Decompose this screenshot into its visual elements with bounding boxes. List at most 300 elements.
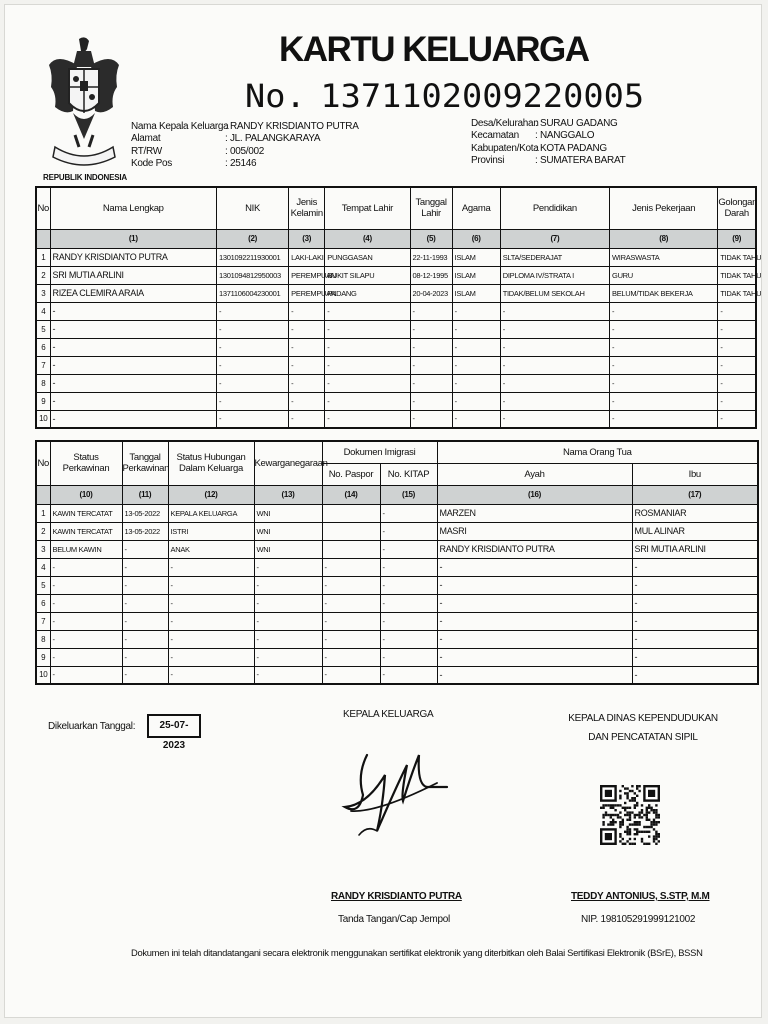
column-number-cell: (1) (50, 229, 216, 248)
row-number-cell: 9 (36, 392, 50, 410)
table-cell: - (50, 410, 216, 428)
table-row (36, 284, 756, 302)
table-cell: - (289, 410, 325, 428)
col-tanggal-perkawinan (122, 441, 168, 485)
row-number-cell: 2 (36, 266, 50, 284)
table-cell: - (325, 338, 410, 356)
table-cell: - (718, 410, 756, 428)
col-nik: NIK (216, 187, 288, 229)
table-cell: - (122, 630, 168, 648)
number-label: No. (245, 77, 306, 115)
table-cell: MUL ALINAR (632, 522, 758, 540)
number-value: 1371102009220005 (320, 77, 645, 115)
table-cell: KAWIN TERCATAT (50, 522, 122, 540)
table-cell: - (122, 558, 168, 576)
info-value: : SURAU GADANG (535, 118, 618, 129)
header-line: Perkawinan (62, 463, 110, 475)
table-cell: - (718, 320, 756, 338)
info-row (471, 143, 625, 155)
table-cell: - (216, 410, 288, 428)
table-row (36, 666, 758, 684)
table-cell: TIDAK/BELUM SEKOLAH (500, 284, 609, 302)
table-cell: - (380, 594, 437, 612)
info-key: RT/RW (131, 145, 162, 157)
column-number-cell: (17) (632, 485, 758, 504)
col-dokumen-imigrasi: Dokumen Imigrasi (322, 441, 437, 463)
table-cell: - (289, 338, 325, 356)
table-cell: - (718, 392, 756, 410)
document-title: KARTU KELUARGA (279, 30, 589, 69)
table-row (36, 248, 756, 266)
table-cell: - (50, 648, 122, 666)
table-cell: - (410, 374, 452, 392)
info-row (131, 158, 359, 170)
table-cell: - (437, 576, 632, 594)
row-number-cell: 5 (36, 576, 50, 594)
table-cell: RANDY KRISDIANTO PUTRA (50, 248, 216, 266)
column-number-cell: (3) (289, 229, 325, 248)
official-heading (555, 709, 731, 747)
table-cell: - (322, 576, 380, 594)
table-cell: - (325, 410, 410, 428)
table-row (36, 540, 758, 558)
table-cell: BELUM/TIDAK BEKERJA (610, 284, 718, 302)
document-number (245, 77, 644, 115)
issued-label: Dikeluarkan Tanggal: (48, 721, 136, 732)
column-number-cell: (9) (718, 229, 756, 248)
table-row (36, 594, 758, 612)
table-cell: - (437, 648, 632, 666)
table-cell: - (632, 630, 758, 648)
table-cell: - (410, 320, 452, 338)
table-cell: - (122, 540, 168, 558)
table-row (36, 558, 758, 576)
table-cell: - (325, 320, 410, 338)
table-cell: RIZEA CLEMIRA ARAIA (50, 284, 216, 302)
column-number-cell: (16) (437, 485, 632, 504)
row-number-cell: 8 (36, 374, 50, 392)
table-cell: - (325, 302, 410, 320)
row-number-cell: 1 (36, 504, 50, 522)
official-nip: NIP. 198105291999121002 (581, 914, 696, 925)
row-number-cell: 3 (36, 540, 50, 558)
header-line: Tanggal (415, 197, 447, 209)
info-key: Kabupaten/Kota (471, 142, 539, 154)
table-cell: - (410, 302, 452, 320)
column-number-cell: (7) (500, 229, 609, 248)
table-cell: - (50, 374, 216, 392)
table-cell: - (168, 612, 254, 630)
row-number-cell: 10 (36, 410, 50, 428)
table-cell: ISLAM (452, 248, 500, 266)
table-cell: ISLAM (452, 266, 500, 284)
head-of-family-name: RANDY KRISDIANTO PUTRA (331, 891, 462, 902)
table-cell: - (610, 320, 718, 338)
table-cell: ISLAM (452, 284, 500, 302)
table-cell: - (216, 302, 288, 320)
col-golongan-darah (718, 187, 756, 229)
qr-code-icon (600, 759, 660, 871)
column-number-cell (36, 229, 50, 248)
table-cell: 08-12-1995 (410, 266, 452, 284)
row-number-cell: 2 (36, 522, 50, 540)
column-number-cell: (13) (254, 485, 322, 504)
col-pendidikan: Pendidikan (500, 187, 609, 229)
table-cell: - (380, 558, 437, 576)
table-cell: - (322, 648, 380, 666)
col-nama: Nama Lengkap (50, 187, 216, 229)
table-cell: - (500, 356, 609, 374)
official-name: TEDDY ANTONIUS, S.STP, M.M (571, 891, 710, 902)
table-cell: - (437, 612, 632, 630)
table-cell: - (380, 630, 437, 648)
table-cell: RANDY KRISDIANTO PUTRA (437, 540, 632, 558)
table-cell: - (632, 612, 758, 630)
table-cell: ANAK (168, 540, 254, 558)
header-line: Perkawinan (122, 463, 170, 475)
table-row (36, 392, 756, 410)
table-cell: - (437, 558, 632, 576)
table-cell: - (325, 374, 410, 392)
table-cell: - (289, 302, 325, 320)
row-number-cell: 8 (36, 630, 50, 648)
col-kewarganegaraan: Kewarganegaraan (254, 441, 322, 485)
table-cell: - (122, 576, 168, 594)
table-cell: - (50, 576, 122, 594)
status-table (35, 440, 759, 685)
table-cell: - (322, 558, 380, 576)
table-cell: MASRI (437, 522, 632, 540)
table-cell: - (410, 410, 452, 428)
table-cell: PEREMPUAN (289, 284, 325, 302)
table-cell: - (216, 320, 288, 338)
col-tempat-lahir: Tempat Lahir (325, 187, 410, 229)
info-row (131, 133, 359, 145)
table-cell: 13-05-2022 (122, 522, 168, 540)
table-cell: - (168, 558, 254, 576)
col-pekerjaan: Jenis Pekerjaan (610, 187, 718, 229)
column-number-cell: (2) (216, 229, 288, 248)
table-cell: PEREMPUAN (289, 266, 325, 284)
row-number-cell: 9 (36, 648, 50, 666)
table-cell: - (500, 338, 609, 356)
family-card-sheet (4, 4, 762, 1018)
official-heading-line: KEPALA DINAS KEPENDUDUKAN (568, 713, 718, 724)
info-value: : KOTA PADANG (535, 142, 607, 154)
table-cell: - (50, 612, 122, 630)
table-cell: TIDAK TAHU (718, 248, 756, 266)
table-cell: - (380, 522, 437, 540)
table-row (36, 302, 756, 320)
info-value: : 005/002 (225, 145, 265, 157)
table-row (36, 356, 756, 374)
table-cell: - (632, 576, 758, 594)
table-cell: - (122, 594, 168, 612)
table-cell: - (452, 338, 500, 356)
header-line: Tanggal (129, 452, 161, 464)
column-number-cell: (10) (50, 485, 122, 504)
table-cell (322, 522, 380, 540)
row-number-cell: 6 (36, 594, 50, 612)
column-number-row (36, 485, 758, 504)
col-no: No (36, 441, 50, 485)
col-tanggal-lahir (410, 187, 452, 229)
table-cell: - (289, 320, 325, 338)
row-number-cell: 6 (36, 338, 50, 356)
table-cell: - (50, 338, 216, 356)
table-cell: - (452, 374, 500, 392)
info-value: : SUMATERA BARAT (535, 155, 626, 167)
row-number-cell: 10 (36, 666, 50, 684)
info-key: Kode Pos (131, 158, 172, 170)
info-value: : 25146 (225, 158, 257, 170)
column-number-cell: (14) (322, 485, 380, 504)
info-row (131, 146, 359, 158)
table-cell: MARZEN (437, 504, 632, 522)
members-table (35, 186, 762, 429)
table-cell: - (122, 666, 168, 684)
table-cell: - (500, 302, 609, 320)
table-cell: - (168, 648, 254, 666)
info-value: : NANGGALO (535, 130, 595, 142)
table-cell: - (380, 504, 437, 522)
column-number-cell: (12) (168, 485, 254, 504)
table-cell: - (216, 374, 288, 392)
table-cell: - (632, 558, 758, 576)
table-cell: KEPALA KELUARGA (168, 504, 254, 522)
table-cell: - (50, 558, 122, 576)
table-cell: KAWIN TERCATAT (50, 504, 122, 522)
table-cell: BUKIT SILAPU (325, 266, 410, 284)
row-number-cell: 4 (36, 558, 50, 576)
table-cell: - (216, 356, 288, 374)
table-cell: - (410, 338, 452, 356)
info-row (471, 155, 625, 167)
table-cell: - (437, 594, 632, 612)
table-cell: - (50, 392, 216, 410)
col-status-hubungan (168, 441, 254, 485)
table-cell: GURU (610, 266, 718, 284)
row-number-cell: 4 (36, 302, 50, 320)
col-no-kitap: No. KITAP (380, 463, 437, 485)
table-row (36, 338, 756, 356)
info-row (131, 121, 359, 133)
table-cell: - (610, 392, 718, 410)
table-cell: - (216, 392, 288, 410)
info-key: Nama Kepala Keluarga (131, 121, 229, 132)
official-heading-line: DAN PENCATATAN SIPIL (588, 732, 698, 743)
info-key: Desa/Kelurahan (471, 118, 539, 129)
row-number-cell: 5 (36, 320, 50, 338)
table-cell: - (122, 612, 168, 630)
table-cell: - (50, 594, 122, 612)
info-key: Provinsi (471, 155, 505, 167)
table-cell: - (452, 410, 500, 428)
table-cell: - (500, 410, 609, 428)
row-number-cell: 7 (36, 612, 50, 630)
garuda-emblem-icon (43, 35, 125, 185)
table-cell: - (610, 302, 718, 320)
table-cell: - (322, 666, 380, 684)
table-cell: - (289, 374, 325, 392)
table-cell: - (718, 356, 756, 374)
household-info-left (131, 121, 359, 171)
table-cell: 20-04-2023 (410, 284, 452, 302)
table-cell: - (289, 356, 325, 374)
table-cell: - (254, 648, 322, 666)
table-cell: PADANG (325, 284, 410, 302)
table-cell: SRI MUTIA ARLINI (632, 540, 758, 558)
country-label: REPUBLIK INDONESIA (43, 173, 127, 182)
table-cell: 1301092211930001 (216, 248, 288, 266)
table-cell: - (50, 666, 122, 684)
table-cell: - (437, 666, 632, 684)
table-cell: - (168, 594, 254, 612)
table-row (36, 504, 758, 522)
signature-icon (337, 735, 457, 855)
row-number-cell: 1 (36, 248, 50, 266)
info-key: Alamat (131, 133, 161, 145)
table-cell: ROSMANIAR (632, 504, 758, 522)
table-cell: - (168, 576, 254, 594)
info-value: : JL. PALANGKARAYA (225, 133, 321, 145)
table-cell: LAKI-LAKI (289, 248, 325, 266)
table-cell: - (122, 648, 168, 666)
table-cell: - (168, 630, 254, 648)
table-cell: - (610, 374, 718, 392)
table-cell: - (437, 630, 632, 648)
table-cell: - (452, 392, 500, 410)
row-number-cell: 7 (36, 356, 50, 374)
table-cell: - (322, 612, 380, 630)
table-cell: - (410, 356, 452, 374)
column-number-cell: (11) (122, 485, 168, 504)
table-cell: DIPLOMA IV/STRATA I (500, 266, 609, 284)
table-row (36, 612, 758, 630)
table-cell: - (718, 302, 756, 320)
info-value: : RANDY KRISDIANTO PUTRA (225, 121, 359, 132)
table-row (36, 648, 758, 666)
table-cell: PUNGGASAN (325, 248, 410, 266)
col-nama-orang-tua: Nama Orang Tua (437, 441, 758, 463)
table-cell (322, 504, 380, 522)
info-row (471, 130, 625, 142)
table-cell: - (380, 666, 437, 684)
table-cell: - (325, 392, 410, 410)
table-row (36, 320, 756, 338)
table-cell: - (216, 338, 288, 356)
info-key: Kecamatan (471, 130, 519, 142)
table-cell: WIRASWASTA (610, 248, 718, 266)
table-row (36, 410, 756, 428)
table-cell: - (632, 648, 758, 666)
table-cell: TIDAK TAHU (718, 266, 756, 284)
table-row (36, 630, 758, 648)
table-cell: - (289, 392, 325, 410)
col-ayah: Ayah (437, 463, 632, 485)
table-cell: ISTRI (168, 522, 254, 540)
table-cell: - (380, 612, 437, 630)
table-cell: - (380, 576, 437, 594)
table-cell: - (50, 356, 216, 374)
issued-date: 25-07-2023 (147, 714, 201, 738)
table-cell: - (500, 392, 609, 410)
table-cell: - (610, 356, 718, 374)
table-cell: - (254, 594, 322, 612)
table-cell: 13-05-2022 (122, 504, 168, 522)
table-cell: TIDAK TAHU (718, 284, 756, 302)
table-cell: - (322, 594, 380, 612)
header-line: Status Hubungan (176, 452, 246, 464)
table-cell: - (254, 576, 322, 594)
table-cell: - (50, 630, 122, 648)
header-line: Lahir (421, 208, 441, 220)
household-info-right (471, 118, 625, 168)
table-cell: - (718, 338, 756, 356)
header-line: Darah (724, 208, 749, 220)
table-cell: - (500, 320, 609, 338)
table-cell: 1301094812950003 (216, 266, 288, 284)
table-cell: - (632, 594, 758, 612)
table-cell: - (410, 392, 452, 410)
electronic-signature-note: Dokumen ini telah ditandatangani secara elektronik menggunakan sertifikat elektronik yang diterbitkan oleh Balai Sertifikasi Elektronik (BSrE), BSSN (131, 947, 703, 958)
table-cell: - (380, 540, 437, 558)
table-cell: 22-11-1993 (410, 248, 452, 266)
column-number-cell: (8) (610, 229, 718, 248)
table-cell: WNI (254, 504, 322, 522)
table-cell: - (50, 320, 216, 338)
column-number-cell (36, 485, 50, 504)
table-cell: WNI (254, 522, 322, 540)
table-cell: - (50, 302, 216, 320)
table-cell: - (168, 666, 254, 684)
table-cell: - (632, 666, 758, 684)
info-row (471, 118, 625, 130)
table-cell: - (452, 302, 500, 320)
status-table-body (36, 485, 758, 684)
header-line: Status (73, 452, 99, 464)
table-cell: WNI (254, 540, 322, 558)
table-cell: - (254, 612, 322, 630)
head-of-family-heading: KEPALA KELUARGA (343, 709, 434, 720)
table-cell: - (254, 630, 322, 648)
column-number-cell: (6) (452, 229, 500, 248)
table-cell: - (322, 630, 380, 648)
table-row (36, 266, 756, 284)
col-jenis-kelamin (289, 187, 325, 229)
members-table-body (36, 229, 762, 428)
table-cell: - (500, 374, 609, 392)
col-no: No (36, 187, 50, 229)
table-cell: 1371106004230001 (216, 284, 288, 302)
header-line: Golongan (718, 197, 758, 209)
col-no-paspor: No. Paspor (322, 463, 380, 485)
table-row (36, 374, 756, 392)
table-cell: - (452, 356, 500, 374)
table-cell: - (610, 410, 718, 428)
column-number-cell: (4) (325, 229, 410, 248)
table-row (36, 576, 758, 594)
table-cell: - (254, 666, 322, 684)
header-line: Dalam Keluarga (179, 463, 243, 475)
table-cell: SRI MUTIA ARLINI (50, 266, 216, 284)
col-status-perkawinan (50, 441, 122, 485)
signature-caption: Tanda Tangan/Cap Jempol (338, 914, 450, 925)
column-number-row (36, 229, 756, 248)
table-cell: - (610, 338, 718, 356)
column-number-cell: (5) (410, 229, 452, 248)
table-cell: - (452, 320, 500, 338)
